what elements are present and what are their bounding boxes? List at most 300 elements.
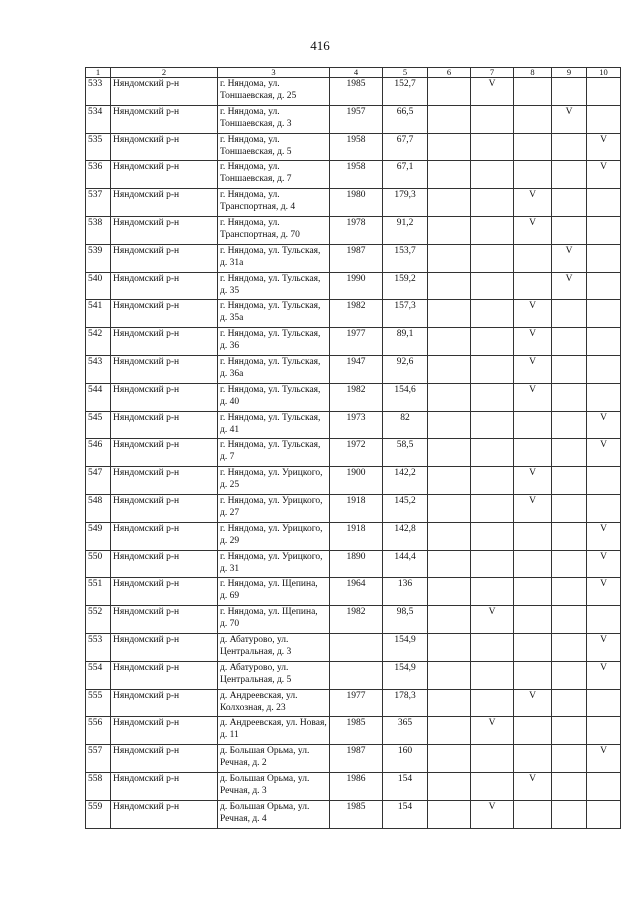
- mark-col-6: [428, 105, 471, 133]
- mark-col-10: [587, 189, 621, 217]
- area-cell: 136: [383, 578, 428, 606]
- mark-col-7: [471, 578, 514, 606]
- year-cell: 1918: [330, 494, 383, 522]
- address-cell: г. Няндома, ул. Тоншаевская, д. 3: [218, 105, 330, 133]
- table-row: [86, 494, 621, 522]
- area-cell: 67,7: [383, 133, 428, 161]
- district-cell: Няндомский р-н: [111, 717, 218, 745]
- mark-col-10: V: [587, 439, 621, 467]
- mark-col-8: [514, 244, 552, 272]
- area-cell: 82: [383, 411, 428, 439]
- district-cell: Няндомский р-н: [111, 328, 218, 356]
- table-row: [86, 383, 621, 411]
- mark-col-6: [428, 78, 471, 106]
- mark-col-9: [552, 189, 587, 217]
- district-cell: Няндомский р-н: [111, 383, 218, 411]
- column-header: 3: [218, 68, 330, 78]
- mark-col-8: V: [514, 494, 552, 522]
- column-header: 7: [471, 68, 514, 78]
- area-cell: 157,3: [383, 300, 428, 328]
- year-cell: 1987: [330, 745, 383, 773]
- mark-col-10: V: [587, 522, 621, 550]
- area-cell: 89,1: [383, 328, 428, 356]
- mark-col-7: [471, 189, 514, 217]
- mark-col-9: [552, 522, 587, 550]
- mark-col-8: V: [514, 216, 552, 244]
- mark-col-8: [514, 606, 552, 634]
- year-cell: 1986: [330, 772, 383, 800]
- mark-col-8: [514, 161, 552, 189]
- district-cell: Няндомский р-н: [111, 633, 218, 661]
- row-number: 549: [86, 522, 111, 550]
- mark-col-8: [514, 411, 552, 439]
- area-cell: 142,2: [383, 467, 428, 495]
- mark-col-6: [428, 216, 471, 244]
- area-cell: 144,4: [383, 550, 428, 578]
- table-row: [86, 578, 621, 606]
- mark-col-6: [428, 689, 471, 717]
- mark-col-9: V: [552, 105, 587, 133]
- address-cell: г. Няндома, ул. Тульская, д. 31а: [218, 244, 330, 272]
- row-number: 544: [86, 383, 111, 411]
- mark-col-8: [514, 633, 552, 661]
- area-cell: 66,5: [383, 105, 428, 133]
- row-number: 550: [86, 550, 111, 578]
- column-header: 6: [428, 68, 471, 78]
- mark-col-8: [514, 105, 552, 133]
- district-cell: Няндомский р-н: [111, 300, 218, 328]
- address-cell: г. Няндома, ул. Тоншаевская, д. 25: [218, 78, 330, 106]
- address-cell: г. Няндома, ул. Тульская, д. 40: [218, 383, 330, 411]
- mark-col-10: [587, 216, 621, 244]
- mark-col-8: V: [514, 689, 552, 717]
- mark-col-8: [514, 78, 552, 106]
- mark-col-10: [587, 244, 621, 272]
- mark-col-9: [552, 411, 587, 439]
- district-cell: Няндомский р-н: [111, 439, 218, 467]
- page-number: 416: [310, 38, 330, 53]
- row-number: 546: [86, 439, 111, 467]
- mark-col-10: V: [587, 133, 621, 161]
- mark-col-8: [514, 439, 552, 467]
- address-cell: г. Няндома, ул. Транспортная, д. 70: [218, 216, 330, 244]
- district-cell: Няндомский р-н: [111, 244, 218, 272]
- row-number: 558: [86, 772, 111, 800]
- table-row: [86, 105, 621, 133]
- mark-col-9: [552, 300, 587, 328]
- address-cell: г. Няндома, ул. Тульская, д. 36а: [218, 355, 330, 383]
- row-number: 540: [86, 272, 111, 300]
- year-cell: 1978: [330, 216, 383, 244]
- table-row: [86, 800, 621, 828]
- district-cell: Няндомский р-н: [111, 494, 218, 522]
- address-cell: г. Няндома, ул. Щепина, д. 70: [218, 606, 330, 634]
- mark-col-8: [514, 717, 552, 745]
- mark-col-6: [428, 522, 471, 550]
- mark-col-10: V: [587, 578, 621, 606]
- mark-col-6: [428, 745, 471, 773]
- mark-col-10: [587, 355, 621, 383]
- mark-col-7: [471, 133, 514, 161]
- header-row: [86, 68, 621, 78]
- row-number: 539: [86, 244, 111, 272]
- mark-col-9: [552, 606, 587, 634]
- table-row: [86, 661, 621, 689]
- row-number: 543: [86, 355, 111, 383]
- mark-col-8: V: [514, 355, 552, 383]
- mark-col-7: [471, 328, 514, 356]
- address-cell: г. Няндома, ул. Тульская, д. 36: [218, 328, 330, 356]
- table-row: [86, 133, 621, 161]
- mark-col-9: [552, 800, 587, 828]
- table-row: [86, 300, 621, 328]
- year-cell: 1918: [330, 522, 383, 550]
- district-cell: Няндомский р-н: [111, 689, 218, 717]
- mark-col-6: [428, 383, 471, 411]
- mark-col-7: V: [471, 606, 514, 634]
- address-cell: д. Андреевская, ул. Новая, д. 11: [218, 717, 330, 745]
- mark-col-10: [587, 800, 621, 828]
- mark-col-6: [428, 355, 471, 383]
- mark-col-6: [428, 411, 471, 439]
- mark-col-7: V: [471, 800, 514, 828]
- mark-col-7: [471, 522, 514, 550]
- mark-col-8: [514, 522, 552, 550]
- mark-col-7: [471, 105, 514, 133]
- mark-col-10: V: [587, 745, 621, 773]
- year-cell: 1957: [330, 105, 383, 133]
- address-cell: г. Няндома, ул. Тульская, д. 35а: [218, 300, 330, 328]
- table-row: [86, 439, 621, 467]
- mark-col-6: [428, 661, 471, 689]
- mark-col-9: V: [552, 244, 587, 272]
- row-number: 538: [86, 216, 111, 244]
- mark-col-9: [552, 467, 587, 495]
- mark-col-7: [471, 272, 514, 300]
- mark-col-9: V: [552, 272, 587, 300]
- area-cell: 142,8: [383, 522, 428, 550]
- table-row: [86, 745, 621, 773]
- row-number: 556: [86, 717, 111, 745]
- district-cell: Няндомский р-н: [111, 522, 218, 550]
- table-row: [86, 189, 621, 217]
- mark-col-7: [471, 300, 514, 328]
- mark-col-7: V: [471, 717, 514, 745]
- mark-col-10: V: [587, 161, 621, 189]
- row-number: 547: [86, 467, 111, 495]
- column-header: 1: [86, 68, 111, 78]
- area-cell: 154,9: [383, 633, 428, 661]
- mark-col-6: [428, 300, 471, 328]
- mark-col-8: V: [514, 189, 552, 217]
- year-cell: 1985: [330, 78, 383, 106]
- district-cell: Няндомский р-н: [111, 578, 218, 606]
- area-cell: 92,6: [383, 355, 428, 383]
- table-row: [86, 161, 621, 189]
- district-cell: Няндомский р-н: [111, 216, 218, 244]
- table-row: [86, 411, 621, 439]
- mark-col-8: [514, 661, 552, 689]
- area-cell: 154: [383, 800, 428, 828]
- address-cell: г. Няндома, ул. Тульская, д. 7: [218, 439, 330, 467]
- column-header: 5: [383, 68, 428, 78]
- district-cell: Няндомский р-н: [111, 606, 218, 634]
- year-cell: 1977: [330, 328, 383, 356]
- table-row: [86, 633, 621, 661]
- year-cell: 1977: [330, 689, 383, 717]
- mark-col-7: [471, 550, 514, 578]
- year-cell: 1982: [330, 300, 383, 328]
- table-row: [86, 606, 621, 634]
- address-cell: г. Няндома, ул. Тульская, д. 41: [218, 411, 330, 439]
- mark-col-6: [428, 439, 471, 467]
- district-cell: Няндомский р-н: [111, 772, 218, 800]
- mark-col-7: [471, 216, 514, 244]
- mark-col-9: [552, 633, 587, 661]
- year-cell: 1972: [330, 439, 383, 467]
- table-row: [86, 78, 621, 106]
- mark-col-10: V: [587, 411, 621, 439]
- mark-col-10: V: [587, 550, 621, 578]
- mark-col-9: [552, 355, 587, 383]
- address-cell: г. Няндома, ул. Тоншаевская, д. 7: [218, 161, 330, 189]
- mark-col-9: [552, 745, 587, 773]
- mark-col-10: V: [587, 633, 621, 661]
- mark-col-8: V: [514, 300, 552, 328]
- mark-col-9: [552, 328, 587, 356]
- column-header: 9: [552, 68, 587, 78]
- mark-col-6: [428, 244, 471, 272]
- district-cell: Няндомский р-н: [111, 105, 218, 133]
- row-number: 554: [86, 661, 111, 689]
- mark-col-6: [428, 133, 471, 161]
- address-cell: г. Няндома, ул. Транспортная, д. 4: [218, 189, 330, 217]
- table-row: [86, 467, 621, 495]
- year-cell: 1987: [330, 244, 383, 272]
- year-cell: 1982: [330, 606, 383, 634]
- row-number: 557: [86, 745, 111, 773]
- mark-col-9: [552, 133, 587, 161]
- district-cell: Няндомский р-н: [111, 467, 218, 495]
- mark-col-8: [514, 800, 552, 828]
- mark-col-6: [428, 328, 471, 356]
- mark-col-6: [428, 550, 471, 578]
- mark-col-10: [587, 105, 621, 133]
- area-cell: 160: [383, 745, 428, 773]
- mark-col-7: [471, 161, 514, 189]
- mark-col-9: [552, 439, 587, 467]
- area-cell: 153,7: [383, 244, 428, 272]
- row-number: 542: [86, 328, 111, 356]
- mark-col-10: [587, 772, 621, 800]
- area-cell: 365: [383, 717, 428, 745]
- table-row: [86, 717, 621, 745]
- mark-col-8: [514, 550, 552, 578]
- address-cell: д. Большая Орьма, ул. Речная, д. 3: [218, 772, 330, 800]
- mark-col-9: [552, 161, 587, 189]
- row-number: 533: [86, 78, 111, 106]
- year-cell: 1900: [330, 467, 383, 495]
- row-number: 537: [86, 189, 111, 217]
- mark-col-10: [587, 383, 621, 411]
- mark-col-10: [587, 717, 621, 745]
- address-cell: д. Андреевская, ул. Колхозная, д. 23: [218, 689, 330, 717]
- mark-col-7: V: [471, 78, 514, 106]
- mark-col-6: [428, 606, 471, 634]
- table-row: [86, 689, 621, 717]
- row-number: 555: [86, 689, 111, 717]
- mark-col-10: [587, 78, 621, 106]
- area-cell: 98,5: [383, 606, 428, 634]
- mark-col-6: [428, 772, 471, 800]
- row-number: 553: [86, 633, 111, 661]
- district-cell: Няндомский р-н: [111, 745, 218, 773]
- table-row: [86, 216, 621, 244]
- mark-col-10: [587, 272, 621, 300]
- mark-col-7: [471, 355, 514, 383]
- mark-col-8: V: [514, 383, 552, 411]
- district-cell: Няндомский р-н: [111, 161, 218, 189]
- mark-col-10: [587, 328, 621, 356]
- year-cell: 1985: [330, 800, 383, 828]
- year-cell: [330, 661, 383, 689]
- mark-col-9: [552, 550, 587, 578]
- mark-col-7: [471, 633, 514, 661]
- address-cell: г. Няндома, ул. Урицкого, д. 27: [218, 494, 330, 522]
- table-row: [86, 772, 621, 800]
- row-number: 552: [86, 606, 111, 634]
- registry-table: [85, 67, 621, 829]
- district-cell: Няндомский р-н: [111, 189, 218, 217]
- district-cell: Няндомский р-н: [111, 550, 218, 578]
- year-cell: 1958: [330, 133, 383, 161]
- mark-col-8: V: [514, 467, 552, 495]
- mark-col-7: [471, 467, 514, 495]
- mark-col-9: [552, 78, 587, 106]
- mark-col-9: [552, 661, 587, 689]
- address-cell: д. Абатурово, ул. Центральная, д. 3: [218, 633, 330, 661]
- district-cell: Няндомский р-н: [111, 661, 218, 689]
- district-cell: Няндомский р-н: [111, 411, 218, 439]
- mark-col-7: [471, 689, 514, 717]
- mark-col-7: [471, 411, 514, 439]
- year-cell: 1973: [330, 411, 383, 439]
- mark-col-8: V: [514, 772, 552, 800]
- column-header: 10: [587, 68, 621, 78]
- column-header: 4: [330, 68, 383, 78]
- mark-col-8: [514, 745, 552, 773]
- year-cell: 1958: [330, 161, 383, 189]
- area-cell: 154: [383, 772, 428, 800]
- mark-col-6: [428, 467, 471, 495]
- row-number: 536: [86, 161, 111, 189]
- address-cell: г. Няндома, ул. Урицкого, д. 29: [218, 522, 330, 550]
- mark-col-6: [428, 494, 471, 522]
- year-cell: [330, 633, 383, 661]
- mark-col-9: [552, 689, 587, 717]
- mark-col-10: [587, 689, 621, 717]
- address-cell: г. Няндома, ул. Щепина, д. 69: [218, 578, 330, 606]
- row-number: 548: [86, 494, 111, 522]
- mark-col-6: [428, 578, 471, 606]
- area-cell: 152,7: [383, 78, 428, 106]
- area-cell: 154,9: [383, 661, 428, 689]
- mark-col-6: [428, 161, 471, 189]
- mark-col-6: [428, 189, 471, 217]
- mark-col-7: [471, 745, 514, 773]
- district-cell: Няндомский р-н: [111, 800, 218, 828]
- address-cell: д. Большая Орьма, ул. Речная, д. 2: [218, 745, 330, 773]
- area-cell: 159,2: [383, 272, 428, 300]
- mark-col-10: V: [587, 661, 621, 689]
- mark-col-6: [428, 717, 471, 745]
- year-cell: 1890: [330, 550, 383, 578]
- mark-col-9: [552, 772, 587, 800]
- mark-col-7: [471, 244, 514, 272]
- year-cell: 1990: [330, 272, 383, 300]
- row-number: 535: [86, 133, 111, 161]
- year-cell: 1947: [330, 355, 383, 383]
- table-row: [86, 355, 621, 383]
- mark-col-8: [514, 272, 552, 300]
- area-cell: 67,1: [383, 161, 428, 189]
- row-number: 545: [86, 411, 111, 439]
- mark-col-9: [552, 717, 587, 745]
- row-number: 541: [86, 300, 111, 328]
- mark-col-8: [514, 578, 552, 606]
- area-cell: 58,5: [383, 439, 428, 467]
- district-cell: Няндомский р-н: [111, 272, 218, 300]
- table-row: [86, 550, 621, 578]
- mark-col-9: [552, 216, 587, 244]
- row-number: 559: [86, 800, 111, 828]
- area-cell: 91,2: [383, 216, 428, 244]
- year-cell: 1985: [330, 717, 383, 745]
- mark-col-7: [471, 661, 514, 689]
- mark-col-10: [587, 300, 621, 328]
- address-cell: д. Большая Орьма, ул. Речная, д. 4: [218, 800, 330, 828]
- row-number: 534: [86, 105, 111, 133]
- address-cell: г. Няндома, ул. Тоншаевская, д. 5: [218, 133, 330, 161]
- mark-col-6: [428, 800, 471, 828]
- table-row: [86, 272, 621, 300]
- table-row: [86, 522, 621, 550]
- mark-col-9: [552, 383, 587, 411]
- mark-col-10: [587, 467, 621, 495]
- year-cell: 1964: [330, 578, 383, 606]
- mark-col-7: [471, 772, 514, 800]
- district-cell: Няндомский р-н: [111, 133, 218, 161]
- area-cell: 154,6: [383, 383, 428, 411]
- address-cell: г. Няндома, ул. Урицкого, д. 31: [218, 550, 330, 578]
- mark-col-7: [471, 494, 514, 522]
- mark-col-10: [587, 606, 621, 634]
- address-cell: д. Абатурово, ул. Центральная, д. 5: [218, 661, 330, 689]
- address-cell: г. Няндома, ул. Тульская, д. 35: [218, 272, 330, 300]
- area-cell: 145,2: [383, 494, 428, 522]
- mark-col-8: V: [514, 328, 552, 356]
- mark-col-10: [587, 494, 621, 522]
- area-cell: 178,3: [383, 689, 428, 717]
- year-cell: 1980: [330, 189, 383, 217]
- district-cell: Няндомский р-н: [111, 78, 218, 106]
- mark-col-6: [428, 633, 471, 661]
- address-cell: г. Няндома, ул. Урицкого, д. 25: [218, 467, 330, 495]
- mark-col-6: [428, 272, 471, 300]
- mark-col-8: [514, 133, 552, 161]
- area-cell: 179,3: [383, 189, 428, 217]
- year-cell: 1982: [330, 383, 383, 411]
